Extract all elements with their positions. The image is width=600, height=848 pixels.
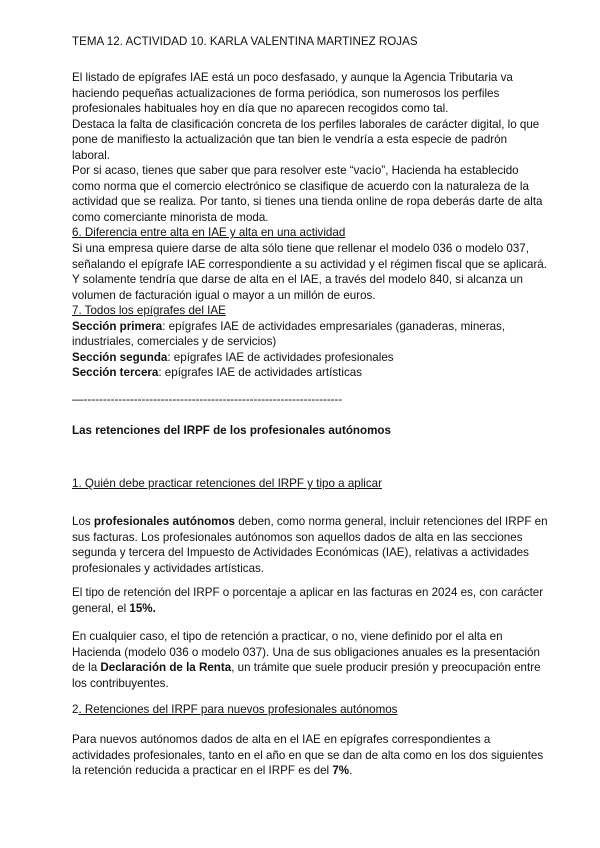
text-segment: Para nuevos autónomos dados de alta en el IAE en epígrafes correspondientes a — [72, 733, 491, 746]
paragraph-nuevos-autonomos — [72, 732, 543, 779]
text-line — [72, 763, 543, 779]
text-segment: El listado de epígrafes IAE está un poco desfasado, y aunque la Agencia Tributaria va — [72, 71, 513, 84]
bold-text: Declaración de la Renta — [100, 661, 232, 675]
text-segment: , un trámite que suele producir presión y preocupación entre — [231, 661, 541, 675]
text-line — [72, 365, 547, 381]
text-line — [72, 545, 548, 561]
paragraph-tipo-retencion — [72, 585, 543, 616]
text-line — [72, 257, 547, 273]
text-line — [72, 194, 547, 210]
text-segment: Si una empresa quiere darse de alta sólo tiene que rellenar el modelo 036 o modelo 037, — [72, 242, 529, 256]
text-line — [72, 86, 547, 102]
text-line — [72, 748, 543, 764]
title-text: TEMA 12. ACTIVIDAD 10. KARLA VALENTINA MARTINEZ ROJAS — [72, 35, 418, 48]
text-line — [72, 319, 547, 335]
text-line — [72, 132, 547, 148]
paragraph-profesionales — [72, 514, 548, 576]
text-segment: los contribuyentes. — [72, 676, 169, 690]
text-line — [72, 225, 547, 241]
text-segment: . — [349, 764, 353, 778]
bold-text: Las retenciones del IRPF de los profesionales autónomos — [72, 424, 391, 437]
text-segment: la retención reducida a practicar en el IRPF es del — [72, 764, 333, 778]
text-line — [72, 585, 543, 601]
text-segment: : epígrafes IAE de actividades artísticas — [158, 366, 362, 380]
text-line — [72, 148, 547, 164]
bold-text: 15%. — [129, 601, 156, 615]
text-segment: deben, como norma general, incluir retenciones del IRPF en — [235, 515, 548, 528]
bold-text: Sección tercera — [72, 366, 159, 380]
text-line — [72, 117, 547, 133]
subheading-2 — [72, 702, 397, 718]
bold-text: Sección segunda — [72, 350, 168, 364]
text-line — [72, 350, 547, 366]
text-segment: general, el — [72, 601, 130, 615]
text-line — [72, 702, 397, 718]
text-segment: —------------------------------------------------------------------- — [72, 393, 343, 406]
text-line — [72, 732, 543, 748]
text-line — [72, 70, 547, 86]
bold-text: Sección primera — [72, 319, 163, 333]
separator-line — [72, 392, 342, 408]
text-segment: : epígrafes IAE de actividades empresariales (ganaderas, mineras, — [162, 319, 506, 333]
text-line — [72, 660, 541, 676]
underlined-text: 1. Quién debe practicar retenciones del IRPF y tipo a aplicar — [72, 477, 382, 490]
underlined-text: 7. Todos los epígrafes del IAE — [72, 304, 226, 318]
text-segment: señalando el epígrafe IAE correspondiente a su actividad y el régimen fiscal que se aplicará. — [72, 257, 547, 271]
text-line — [72, 423, 391, 439]
paragraph-cualquier-caso — [72, 629, 541, 691]
text-segment: profesionales habituales hoy en día que no aparecen recogidos como tal. — [72, 102, 449, 116]
intro-section — [72, 70, 547, 381]
text-segment: laboral. — [72, 148, 111, 162]
underlined-text: . Retenciones del IRPF para nuevos profesionales autónomos — [78, 703, 398, 716]
text-line — [72, 476, 382, 492]
text-segment: Por si acaso, tienes que saber que para resolver este “vacío”, Hacienda ha establecido — [72, 164, 519, 178]
text-segment: pone de manifiesto la actualización que tan bien le vendría a esta especie de padrón — [72, 133, 508, 147]
text-line — [72, 179, 547, 195]
text-line — [72, 601, 543, 617]
document-title — [72, 34, 418, 50]
text-segment: como norma que el comercio electrónico se clasifique de acuerdo con la naturaleza de la — [72, 179, 529, 193]
text-line — [72, 392, 342, 408]
text-segment: haciendo pequeñas actualizaciones de forma periódica, son numerosos los perfiles — [72, 86, 500, 100]
text-line — [72, 288, 547, 304]
text-segment: como comerciante minorista de moda. — [72, 210, 269, 224]
text-line — [72, 272, 547, 288]
text-segment: actividad que se realiza. Por tanto, si tienes una tienda online de ropa deberás darte de alta — [72, 195, 543, 209]
underlined-text: 6. Diferencia entre alta en IAE y alta en una actividad — [72, 226, 346, 240]
text-segment: Los — [72, 515, 94, 528]
text-segment: volumen de facturación igual o mayor a un millón de euros. — [72, 288, 376, 302]
text-line — [72, 101, 547, 117]
text-segment: segunda y tercera del Impuesto de Actividades Económicas (IAE), relativas a actividades — [72, 546, 529, 560]
text-line — [72, 210, 547, 226]
bold-text: 7% — [332, 764, 350, 778]
text-line — [72, 629, 541, 645]
text-segment: En cualquier caso, el tipo de retención a practicar, o no, viene definido por el alta en — [72, 630, 503, 643]
text-segment: Hacienda (modelo 036 o modelo 037). Una de sus obligaciones anuales es la presentación — [72, 645, 540, 659]
text-line — [72, 676, 541, 692]
text-segment: de la — [72, 661, 101, 675]
text-line — [72, 303, 547, 319]
text-line — [72, 530, 548, 546]
text-segment: 2 — [72, 703, 79, 716]
text-segment: industriales, comerciales y de servicios) — [72, 335, 277, 349]
text-segment: actividades profesionales, tanto en el año en que se dan de alta como en los dos siguientes — [72, 748, 544, 762]
text-line — [72, 334, 547, 350]
bold-text: profesionales autónomos — [93, 515, 235, 528]
text-line — [72, 645, 541, 661]
text-line — [72, 514, 548, 530]
section-heading — [72, 423, 391, 439]
text-line — [72, 561, 548, 577]
text-segment: Y solamente tendría que darse de alta en el IAE, a través del modelo 840, si alcanza un — [72, 273, 523, 287]
subheading-1 — [72, 476, 382, 492]
text-segment: El tipo de retención del IRPF o porcentaje a aplicar en las facturas en 2024 es, con carácter — [72, 586, 544, 599]
text-segment: sus facturas. Los profesionales autónomos son aquellos dados de alta en las secciones — [72, 530, 523, 544]
text-segment: profesionales y actividades artísticas. — [72, 561, 265, 575]
text-segment: Destaca la falta de clasificación concreta de los perfiles laborales de carácter digital, lo que — [72, 117, 540, 131]
text-line — [72, 163, 547, 179]
text-segment: : epígrafes IAE de actividades profesionales — [167, 350, 394, 364]
text-line — [72, 241, 547, 257]
